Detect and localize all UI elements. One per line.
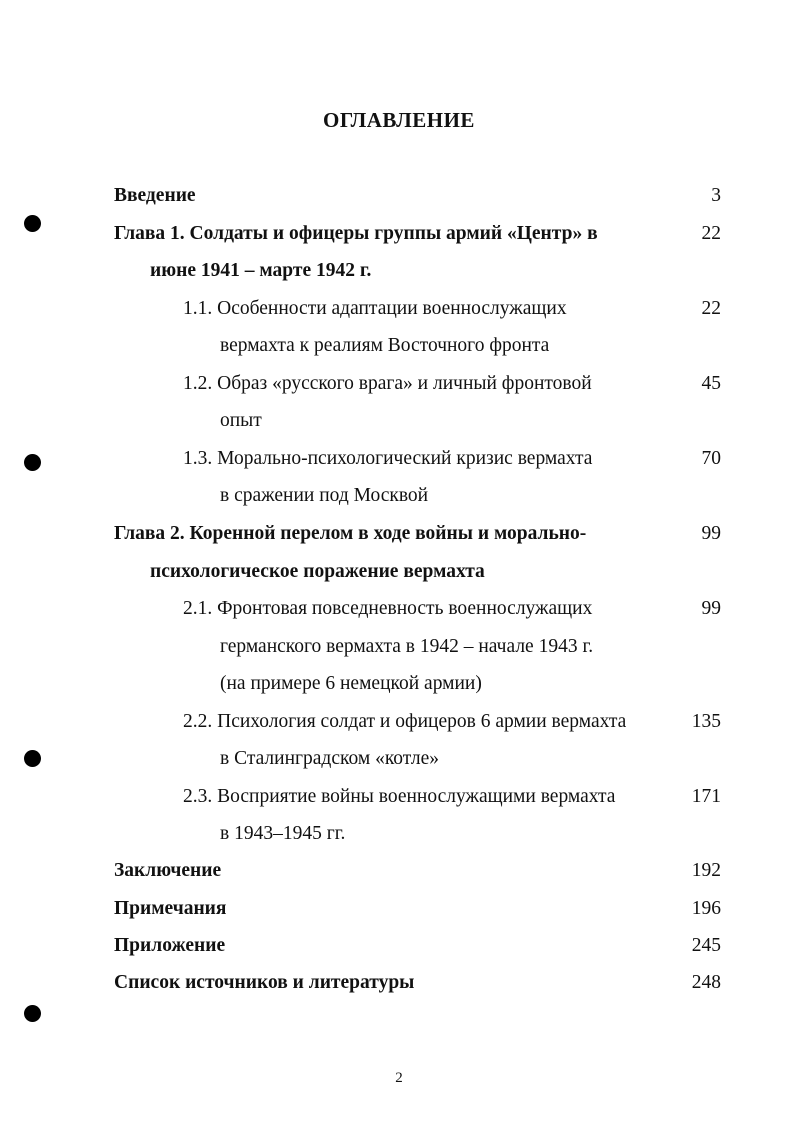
toc-entry-1-3-cont: в сражении под Москвой — [220, 485, 429, 506]
toc-entry-chapter-2: Глава 2. Коренной перелом в ходе войны и морально- — [114, 523, 587, 544]
binder-hole — [24, 215, 41, 232]
toc-entry-2-2: 2.2. Психология солдат и офицеров 6 армии вермахта — [183, 711, 627, 732]
toc-entry-1-2: 1.2. Образ «русского врага» и личный фронтовой — [183, 373, 592, 394]
toc-entry-intro: Введение — [114, 185, 196, 206]
toc-page-notes: 196 — [691, 898, 721, 919]
toc-page-appendix: 245 — [691, 935, 721, 956]
toc-entry-2-1-cont2: (на примере 6 немецкой армии) — [220, 673, 482, 694]
toc-entry-chapter-1: Глава 1. Солдаты и офицеры группы армий «Центр» в — [114, 223, 598, 244]
toc-title: ОГЛАВЛЕНИЕ — [323, 108, 475, 132]
toc-entry-2-1-cont: германского вермахта в 1942 – начале 1943 г. — [220, 636, 594, 657]
toc-entry-notes: Примечания — [114, 898, 227, 919]
toc-page-chapter-2: 99 — [701, 523, 721, 544]
toc-entry-2-2-cont: в Сталинградском «котле» — [220, 748, 439, 769]
toc-page-2-3: 171 — [691, 786, 721, 807]
toc-page-chapter-1: 22 — [701, 223, 721, 244]
toc-entry-sources: Список источников и литературы — [114, 972, 415, 993]
toc-page-conclusion: 192 — [691, 860, 721, 881]
toc-entry-chapter-2-cont: психологическое поражение вермахта — [150, 561, 485, 582]
toc-entry-chapter-1-cont: июне 1941 – марте 1942 г. — [150, 260, 372, 281]
toc-entry-1-2-cont: опыт — [220, 410, 262, 431]
toc-entry-1-1: 1.1. Особенности адаптации военнослужащих — [183, 298, 567, 319]
toc-entry-1-1-cont: вермахта к реалиям Восточного фронта — [220, 335, 550, 356]
toc-page-2-2: 135 — [691, 711, 721, 732]
toc-entry-2-3: 2.3. Восприятие войны военнослужащими вермахта — [183, 786, 616, 807]
toc-entry-conclusion: Заключение — [114, 860, 222, 881]
toc-entry-appendix: Приложение — [114, 935, 226, 956]
binder-hole — [24, 454, 41, 471]
toc-page-1-3: 70 — [701, 448, 721, 469]
binder-hole — [24, 1005, 41, 1022]
toc-page-1-2: 45 — [701, 373, 721, 394]
toc-entry-1-3: 1.3. Морально-психологический кризис вермахта — [183, 448, 593, 469]
page-number: 2 — [395, 1070, 403, 1086]
toc-page-1-1: 22 — [701, 298, 721, 319]
toc-entry-2-3-cont: в 1943–1945 гг. — [220, 823, 346, 844]
toc-entry-2-1: 2.1. Фронтовая повседневность военнослужащих — [183, 598, 593, 619]
toc-page-sources: 248 — [691, 972, 721, 993]
toc-page-2-1: 99 — [701, 598, 721, 619]
binder-hole — [24, 750, 41, 767]
toc-page-intro: 3 — [711, 185, 721, 206]
